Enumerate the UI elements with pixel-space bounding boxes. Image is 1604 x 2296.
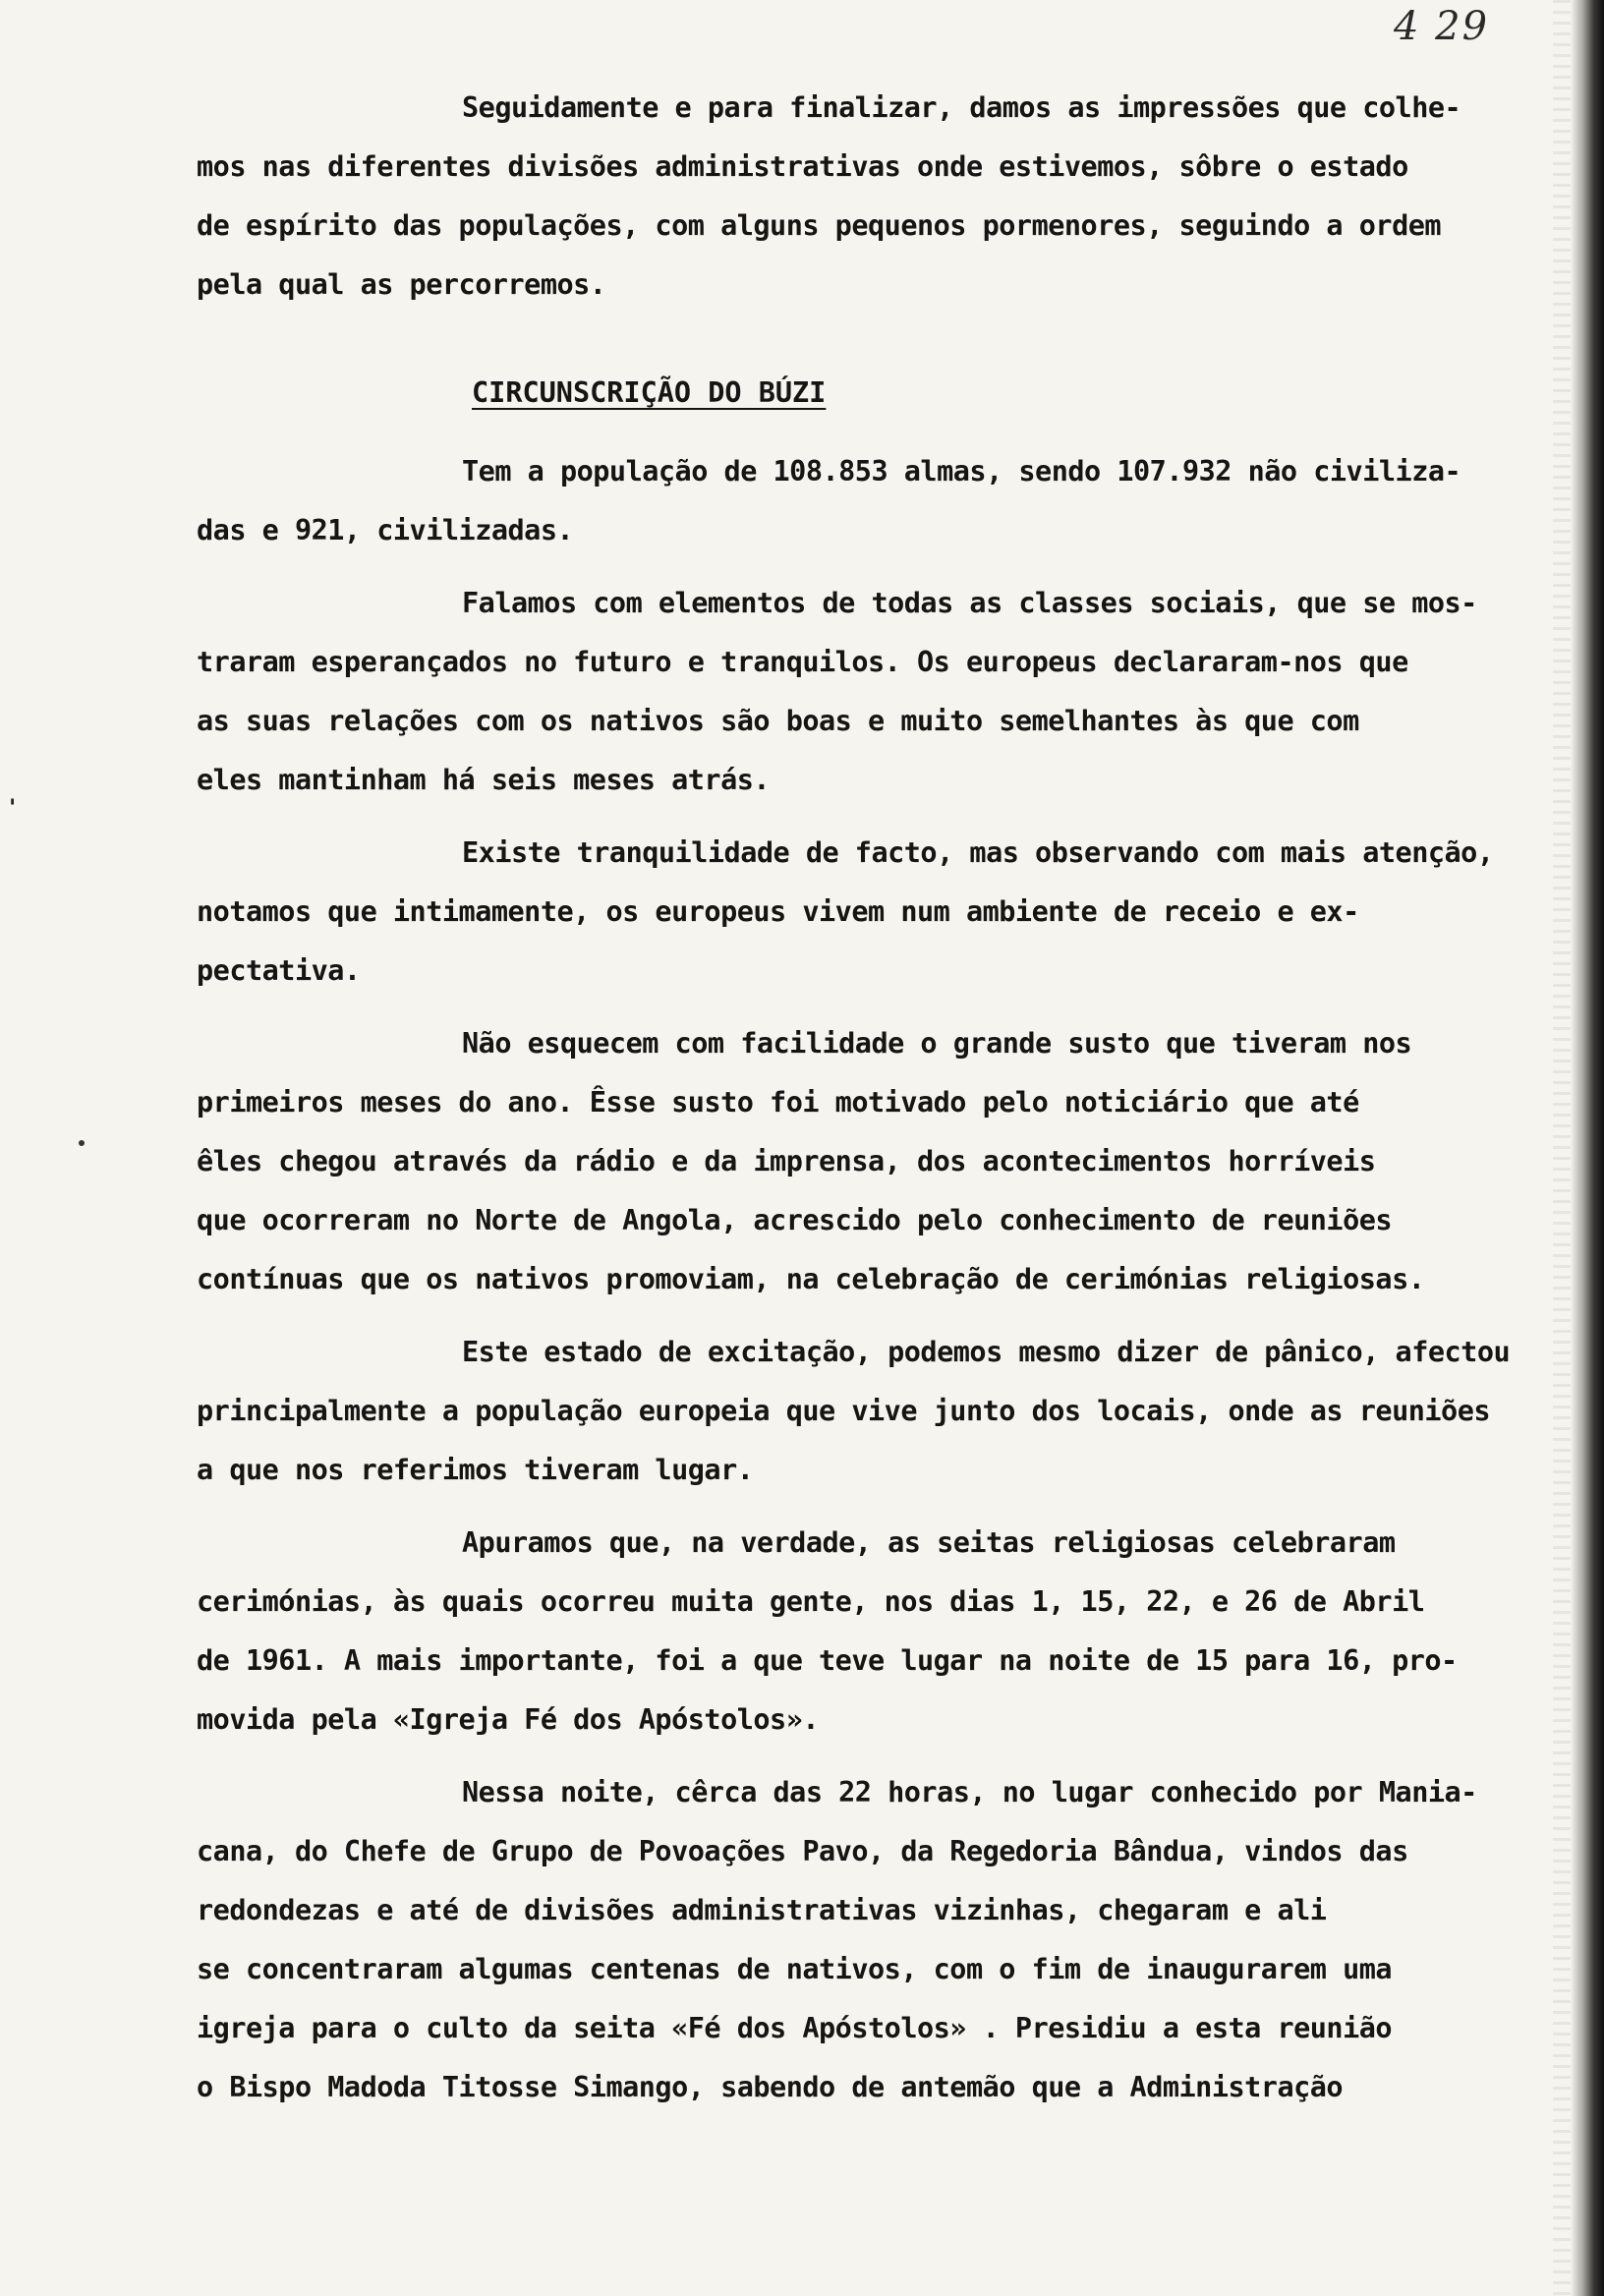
document-body xyxy=(197,79,1518,2117)
paragraph-gap xyxy=(197,1500,1518,1514)
text-line: eles mantinham há seis meses atrás. xyxy=(197,764,771,796)
text-line: Apuramos que, na verdade, as seitas religiosas celebraram xyxy=(462,1526,1396,1559)
paragraph xyxy=(197,824,1518,1001)
text-line: contínuas que os nativos promoviam, na celebração de cerimónias religiosas. xyxy=(197,1263,1425,1295)
text-line: pectativa. xyxy=(197,954,361,987)
paragraph xyxy=(197,574,1518,810)
margin-dot xyxy=(79,1140,85,1146)
text-line: traram esperançados no futuro e tranquilos. Os europeus declararam-nos que xyxy=(197,646,1408,678)
text-line: Tem a população de 108.853 almas, sendo 107.932 não civiliza- xyxy=(462,455,1461,488)
paragraph xyxy=(197,1514,1518,1750)
margin-mark: ' xyxy=(6,796,20,821)
paragraph-gap xyxy=(197,1750,1518,1763)
text-line: Este estado de excitação, podemos mesmo dizer de pânico, afectou xyxy=(462,1336,1511,1368)
text-line: que ocorreram no Norte de Angola, acrescido pelo conhecimento de reuniões xyxy=(197,1204,1393,1236)
paragraph-gap xyxy=(197,810,1518,824)
text-line: movida pela «Igreja Fé dos Apóstolos». xyxy=(197,1703,820,1736)
paragraph xyxy=(197,1323,1518,1500)
text-line: primeiros meses do ano. Êsse susto foi motivado pelo noticiário que até xyxy=(197,1086,1359,1119)
section-paragraphs xyxy=(197,442,1518,2117)
paragraph-gap xyxy=(197,560,1518,574)
text-line: o Bispo Madoda Titosse Simango, sabendo de antemão que a Administração xyxy=(197,2071,1344,2103)
paragraph xyxy=(197,1763,1518,2117)
text-line: cana, do Chefe de Grupo de Povoações Pavo, da Regedoria Bândua, vindos das xyxy=(197,1835,1408,1867)
text-line: a que nos referimos tiveram lugar. xyxy=(197,1454,754,1486)
text-line: Existe tranquilidade de facto, mas observando com mais atenção, xyxy=(462,836,1494,869)
text-line: notamos que intimamente, os europeus vivem num ambiente de receio e ex- xyxy=(197,895,1359,928)
text-line: Nessa noite, cêrca das 22 horas, no lugar conhecido por Mania- xyxy=(462,1776,1477,1808)
text-line: êles chegou através da rádio e da imprensa, dos acontecimentos horríveis xyxy=(197,1145,1376,1177)
text-line: principalmente a população europeia que vive junto dos locais, onde as reuniões xyxy=(197,1395,1491,1427)
paragraph-gap xyxy=(197,1309,1518,1323)
text-line: mos nas diferentes divisões administrativas onde estivemos, sôbre o estado xyxy=(197,150,1408,183)
section-heading-text: CIRCUNSCRIÇÃO DO BÚZI xyxy=(472,376,827,409)
section-heading xyxy=(197,364,1518,423)
page-number: 4 29 xyxy=(1394,4,1490,49)
text-line: Falamos com elementos de todas as classes sociais, que se mos- xyxy=(462,587,1477,619)
text-line: de espírito das populações, com alguns pequenos pormenores, seguindo a ordem xyxy=(197,209,1442,242)
paragraph xyxy=(197,442,1518,560)
text-line: Não esquecem com facilidade o grande susto que tiveram nos xyxy=(462,1027,1412,1060)
binding-texture xyxy=(1553,0,1571,2296)
text-line: de 1961. A mais importante, foi a que teve lugar na noite de 15 para 16, pro- xyxy=(197,1644,1458,1677)
text-line: das e 921, civilizadas. xyxy=(197,514,574,546)
text-line: pela qual as percorremos. xyxy=(197,268,606,301)
text-line: se concentraram algumas centenas de nativos, com o fim de inaugurarem uma xyxy=(197,1953,1393,1985)
text-line: igreja para o culto da seita «Fé dos Apóstolos» . Presidiu a esta reunião xyxy=(197,2012,1393,2044)
intro-paragraph xyxy=(197,79,1518,315)
binding-edge xyxy=(1571,0,1604,2296)
text-line: Seguidamente e para finalizar, damos as impressões que colhe- xyxy=(462,91,1461,124)
paragraph-gap xyxy=(197,1001,1518,1014)
text-line: cerimónias, às quais ocorreu muita gente, nos dias 1, 15, 22, e 26 de Abril xyxy=(197,1585,1425,1618)
text-line: as suas relações com os nativos são boas e muito semelhantes às que com xyxy=(197,705,1359,737)
paragraph xyxy=(197,1014,1518,1309)
text-line: redondezas e até de divisões administrativas vizinhas, chegaram e ali xyxy=(197,1894,1327,1926)
